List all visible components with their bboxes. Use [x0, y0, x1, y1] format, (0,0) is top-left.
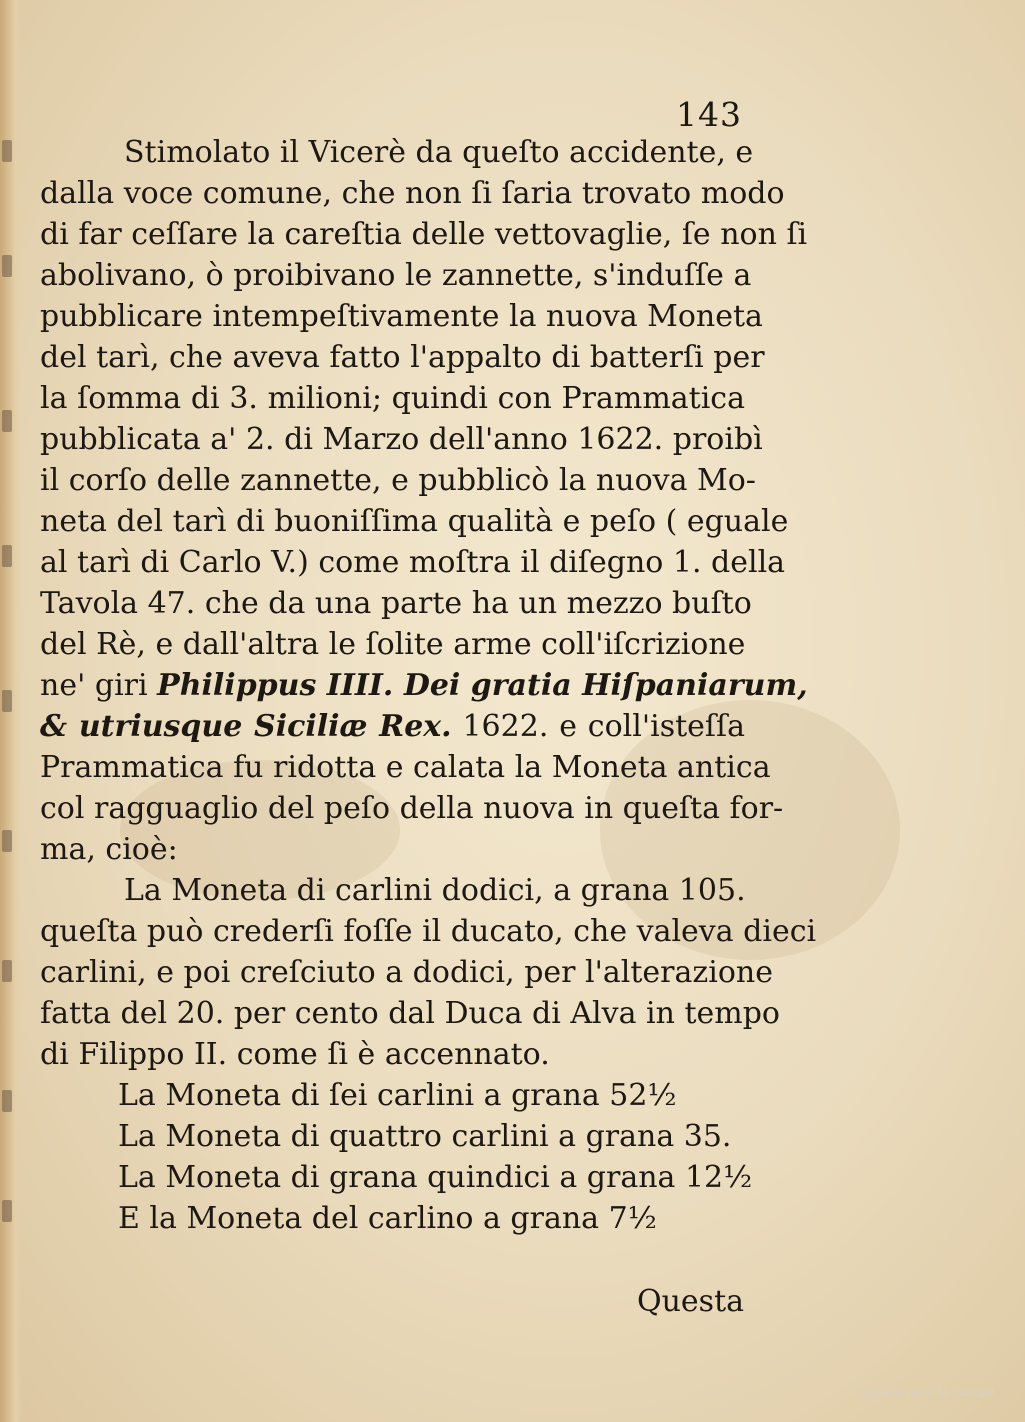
gutter-mark [2, 410, 12, 432]
latin-inscription: & utriusque Siciliæ Rex. [40, 709, 452, 744]
text-line: neta del tarì di buoniſſima qualità e peſo ( eguale [40, 504, 789, 539]
text-line [40, 706, 745, 747]
text-line: queſta può crederſi foſſe il ducato, che valeva dieci [40, 914, 817, 949]
text-run: 1622. e coll'isteſſa [451, 709, 745, 744]
gutter-mark [2, 1200, 12, 1222]
text-line: pubblicare intempeſtivamente la nuova Moneta [40, 299, 763, 334]
gutter-mark [2, 690, 12, 712]
text-line: pubblicata a' 2. di Marzo dell'anno 1622. proibì [40, 422, 763, 457]
text-line: il corſo delle zannette, e pubblicò la nuova Mo- [40, 463, 756, 498]
text-line: di Filippo II. come ſi è accennato. [40, 1037, 550, 1072]
text-line: carlini, e poi creſciuto a dodici, per l'alterazione [40, 955, 773, 990]
text-line: del Rè, e dall'altra le ſolite arme coll'iſcrizione [40, 627, 746, 662]
text-line: col ragguaglio del peſo della nuova in queſta for- [40, 791, 784, 826]
page-body [40, 132, 817, 1239]
text-line: del tarì, che aveva fatto l'appalto di batterſi per [40, 340, 765, 375]
digitization-watermark: Digitalizzato da Google [856, 1385, 996, 1399]
text-line: Stimolato il Vicerè da queſto accidente, e [124, 135, 754, 170]
coin-list-item: La Moneta di grana quindici a grana 12½ [118, 1160, 753, 1195]
coin-list-item: La Moneta di ſei carlini a grana 52½ [118, 1078, 677, 1113]
text-line: fatta del 20. per cento dal Duca di Alva in tempo [40, 996, 780, 1031]
gutter-mark [2, 140, 12, 162]
catchword: Questa [637, 1284, 745, 1319]
gutter-mark [2, 255, 12, 277]
text-line: la ſomma di 3. milioni; quindi con Prammatica [40, 381, 745, 416]
text-line: di far ceſſare la careſtia delle vettovaglie, ſe non ſi [40, 217, 808, 252]
text-line: Prammatica fu ridotta e calata la Moneta antica [40, 750, 771, 785]
text-line: al tarì di Carlo V.) come moſtra il diſegno 1. della [40, 545, 786, 580]
text-line: Tavola 47. che da una parte ha un mezzo buſto [40, 586, 752, 621]
gutter-mark [2, 1090, 12, 1112]
gutter-mark [2, 830, 12, 852]
text-line: dalla voce comune, che non ſi ſaria trovato modo [40, 176, 785, 211]
text-line: La Moneta di carlini dodici, a grana 105. [124, 873, 746, 908]
text-line: abolivano, ò proibivano le zannette, s'induſſe a [40, 258, 752, 293]
gutter-mark [2, 960, 12, 982]
binding-gutter [0, 0, 22, 1422]
latin-inscription: Philippus IIII. Dei gratia Hiſpaniarum, [157, 668, 808, 703]
coin-list-item: E la Moneta del carlino a grana 7½ [118, 1201, 657, 1236]
gutter-mark [2, 545, 12, 567]
page-number: 143 [676, 95, 742, 134]
text-run: ne' giri [40, 668, 158, 703]
text-line [40, 665, 808, 706]
text-line: ma, cioè: [40, 832, 178, 867]
coin-list-item: La Moneta di quattro carlini a grana 35. [118, 1119, 732, 1154]
